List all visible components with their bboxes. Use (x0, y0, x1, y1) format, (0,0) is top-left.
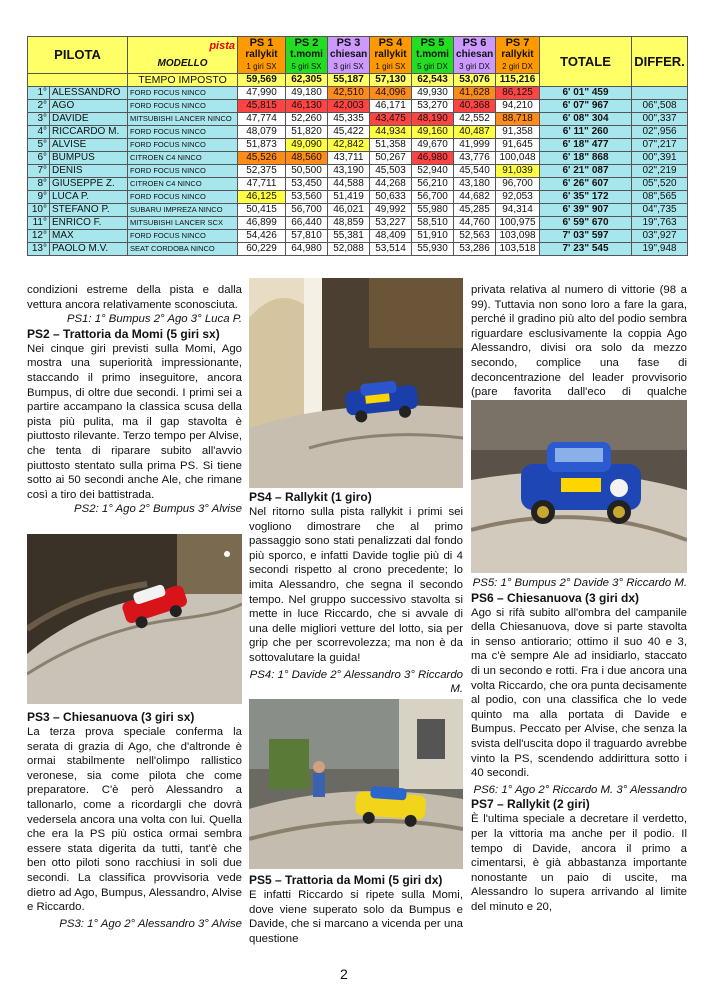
stage-laps: 3 giri DX (459, 62, 490, 71)
photo-citroen-rally-car (27, 534, 242, 704)
stage-time-cell: 51,419 (328, 191, 370, 204)
table-row (28, 165, 688, 178)
stage-time-cell: 46,980 (412, 152, 454, 165)
stage-time-cell: 42,510 (328, 87, 370, 100)
stage-number: PS 4 (378, 37, 403, 49)
stage-time-cell: 47,711 (238, 178, 286, 191)
stage-track: chiesan (330, 49, 368, 60)
stage-time-cell: 41,628 (454, 87, 496, 100)
stage-track: chiesan (456, 49, 494, 60)
section-heading: PS4 – Rallykit (1 giro) (249, 490, 372, 504)
stage-time-cell: 57,810 (286, 230, 328, 243)
column-2-bottom (249, 873, 463, 946)
stage-time-cell: 43,190 (328, 165, 370, 178)
total-time-cell: 7' 23" 545 (540, 243, 632, 256)
stage-time-cell: 49,992 (370, 204, 412, 217)
stage-time-cell: 53,560 (286, 191, 328, 204)
stage-time-cell: 43,475 (370, 113, 412, 126)
gap-cell: 08",565 (632, 191, 688, 204)
table-header-row (28, 37, 688, 56)
column-3 (471, 283, 687, 414)
table-row (28, 113, 688, 126)
caption: PS2: 1° Ago 2° Bumpus 3° Alvise (74, 503, 242, 516)
total-time-cell: 6' 35" 172 (540, 191, 632, 204)
stage-header (412, 37, 454, 74)
table-row (28, 243, 688, 256)
stage-time-cell: 46,171 (370, 100, 412, 113)
stage-laps: 5 giri SX (291, 62, 322, 71)
position-cell: 2° (28, 100, 50, 113)
gap-cell: 00",337 (632, 113, 688, 126)
pilota-header: PILOTA (28, 37, 128, 74)
stage-time-cell: 51,820 (286, 126, 328, 139)
stage-number: PS 5 (420, 37, 445, 49)
tempo-value: 62,305 (286, 74, 328, 87)
stage-time-cell: 53,286 (454, 243, 496, 256)
paragraph: Nei cinque giri previsti sulla Momi, Ago mostra una superiorità impressionante, staccando il primo inseguitore, ancora Bumpus, di oltre due secondi. I primi sei a partire accampano la classica scusa della pista più pulita, ma il gap stavolta è piuttosto rilevante. Terzo tempo per Alvise, che tenta di riparare subito all'avvio piuttosto stentato sulla prima PS. Si tiene sotto ai 50 secondi anche Ale, che rimane così a tiro dei battistrada. (27, 342, 242, 501)
position-cell: 1° (28, 87, 50, 100)
stage-time-cell: 52,375 (238, 165, 286, 178)
gap-cell: 00",391 (632, 152, 688, 165)
car-model-cell: FORD FOCUS NINCO (128, 139, 238, 152)
car-model-cell: MITSUBISHI LANCER NINCO (128, 113, 238, 126)
pilot-name-cell: BUMPUS (50, 152, 128, 165)
stage-number: PS 6 (462, 37, 487, 49)
tempo-value: 57,130 (370, 74, 412, 87)
stage-time-cell: 45,540 (454, 165, 496, 178)
position-cell: 12° (28, 230, 50, 243)
caption: PS6: 1° Ago 2° Riccardo M. 3° Alessandro (473, 783, 687, 796)
table-row (28, 139, 688, 152)
tempo-value: 59,569 (238, 74, 286, 87)
stage-header (238, 37, 286, 74)
stage-time-cell: 40,487 (454, 126, 496, 139)
stage-time-cell: 53,270 (412, 100, 454, 113)
stage-laps: 2 giri DX (502, 62, 533, 71)
car-model-cell: FORD FOCUS NINCO (128, 191, 238, 204)
car-model-cell: FORD FOCUS NINCO (128, 230, 238, 243)
stage-time-cell: 43,180 (454, 178, 496, 191)
table-row (28, 217, 688, 230)
paragraph: La terza prova speciale conferma la serata di grazia di Ago, che d'altronde è ormai stabilmente nell'olimpo rallistico veronese, sia come pilota che come preparatore. C'è però Alessandro a tallonarlo, come a ricordargli che dovrà vedersela ancora una volta con lui. Quella che era la PS più ostica ormai sembra essere stata digerita da tutti, tant'è che ben otto piloti sono racchiusi in soli due secondi. La classifica provvisoria vede dietro ad Ago, Bumpus, Alessandro, Alvise e Riccardo. (27, 726, 242, 914)
photo-subaru-rally-car (249, 278, 463, 488)
stage-time-cell: 56,700 (286, 204, 328, 217)
stage-time-cell: 55,930 (412, 243, 454, 256)
photo-seat-rally-car (249, 699, 463, 869)
stage-number: PS 3 (336, 37, 361, 49)
stage-time-cell: 100,048 (496, 152, 540, 165)
stage-time-cell: 49,090 (286, 139, 328, 152)
stage-time-cell: 50,633 (370, 191, 412, 204)
position-cell: 4° (28, 126, 50, 139)
tempo-label: TEMPO IMPOSTO (128, 74, 238, 87)
stage-laps: 3 giri SX (333, 62, 364, 71)
gap-cell: 03",927 (632, 230, 688, 243)
stage-time-cell: 45,815 (238, 100, 286, 113)
stage-time-cell: 44,588 (328, 178, 370, 191)
pilot-name-cell: DAVIDE (50, 113, 128, 126)
stage-number: PS 2 (294, 37, 319, 49)
stage-time-cell: 53,450 (286, 178, 328, 191)
caption: PS5: 1° Bumpus 2° Davide 3° Riccardo M. (472, 577, 687, 589)
position-cell: 9° (28, 191, 50, 204)
stage-time-cell: 64,980 (286, 243, 328, 256)
stage-time-cell: 45,422 (328, 126, 370, 139)
stage-time-cell: 48,560 (286, 152, 328, 165)
section-heading: PS2 – Trattoria da Momi (5 giri sx) (27, 326, 220, 341)
section-heading: PS3 – Chiesanuova (3 giri sx) (27, 710, 195, 724)
gap-cell: 06",508 (632, 100, 688, 113)
stage-time-cell: 47,990 (238, 87, 286, 100)
gap-cell: 19",948 (632, 243, 688, 256)
stage-time-cell: 41,999 (454, 139, 496, 152)
table-row (28, 204, 688, 217)
stage-time-cell: 51,358 (370, 139, 412, 152)
stage-number: PS 7 (505, 37, 530, 49)
car-model-cell: SUBARU IMPREZA NINCO (128, 204, 238, 217)
pilot-name-cell: ALVISE (50, 139, 128, 152)
total-time-cell: 6' 26" 607 (540, 178, 632, 191)
stage-time-cell: 50,415 (238, 204, 286, 217)
stage-time-cell: 44,096 (370, 87, 412, 100)
position-cell: 10° (28, 204, 50, 217)
table-row (28, 100, 688, 113)
stage-time-cell: 48,409 (370, 230, 412, 243)
tempo-value: 115,216 (496, 74, 540, 87)
total-time-cell: 6' 39" 907 (540, 204, 632, 217)
tempo-value: 62,543 (412, 74, 454, 87)
stage-time-cell: 52,088 (328, 243, 370, 256)
position-cell: 11° (28, 217, 50, 230)
total-time-cell: 6' 21" 087 (540, 165, 632, 178)
pilot-name-cell: LUCA P. (50, 191, 128, 204)
gap-cell: 05",520 (632, 178, 688, 191)
stage-track: rallykit (374, 49, 407, 60)
pilot-name-cell: ALESSANDRO (50, 87, 128, 100)
results-table (27, 36, 688, 256)
pilot-name-cell: STEFANO P. (50, 204, 128, 217)
car-model-cell: FORD FOCUS NINCO (128, 165, 238, 178)
table-row (28, 191, 688, 204)
stage-time-cell: 40,368 (454, 100, 496, 113)
stage-time-cell: 43,711 (328, 152, 370, 165)
stage-time-cell: 48,079 (238, 126, 286, 139)
stage-time-cell: 48,190 (412, 113, 454, 126)
position-cell: 7° (28, 165, 50, 178)
table-row (28, 230, 688, 243)
column-3-bottom (471, 576, 687, 914)
stage-track: rallykit (245, 49, 278, 60)
stage-time-cell: 44,760 (454, 217, 496, 230)
stage-time-cell: 49,670 (412, 139, 454, 152)
stage-time-cell: 42,842 (328, 139, 370, 152)
stage-time-cell: 46,021 (328, 204, 370, 217)
stage-time-cell: 91,645 (496, 139, 540, 152)
modello-header: MODELLO (128, 55, 238, 74)
car-model-cell: MITSUBISHI LANCER SCX (128, 217, 238, 230)
stage-time-cell: 46,125 (238, 191, 286, 204)
section-heading: PS5 – Trattoria da Momi (5 giri dx) (249, 873, 443, 887)
stage-time-cell: 53,514 (370, 243, 412, 256)
stage-time-cell: 50,267 (370, 152, 412, 165)
total-time-cell: 6' 59" 670 (540, 217, 632, 230)
paragraph: È l'ultima speciale a decretare il verdetto, per la vittoria ma anche per il podio. Il tempo di Davide, ancora il primo a cimentarsi, è già abbastanza importante nonostante un paio di uscite, ma Alessandro lo supera arrivando al limite del minuto e 20, (471, 813, 687, 913)
stage-time-cell: 49,160 (412, 126, 454, 139)
table-row (28, 152, 688, 165)
stage-header (370, 37, 412, 74)
position-cell: 8° (28, 178, 50, 191)
table-row (28, 87, 688, 100)
stage-time-cell: 91,358 (496, 126, 540, 139)
tempo-value: 53,076 (454, 74, 496, 87)
car-model-cell: FORD FOCUS NINCO (128, 100, 238, 113)
stage-time-cell: 88,718 (496, 113, 540, 126)
differ-header: DIFFER. (632, 37, 688, 87)
pilot-name-cell: PAOLO M.V. (50, 243, 128, 256)
stage-time-cell: 46,130 (286, 100, 328, 113)
stage-time-cell: 49,180 (286, 87, 328, 100)
totale-header: TOTALE (540, 37, 632, 87)
stage-time-cell: 50,500 (286, 165, 328, 178)
car-model-cell: SEAT CORDOBA NINCO (128, 243, 238, 256)
pilot-name-cell: DENIS (50, 165, 128, 178)
gap-cell: 02",219 (632, 165, 688, 178)
photo-subaru-closeup (471, 400, 687, 573)
stage-number: PS 1 (249, 37, 274, 49)
stage-track: t.momi (416, 49, 449, 60)
paragraph: Nel ritorno sulla pista rallykit i primi sei vogliono dimostrare che al primo passaggio sono stati penalizzati dal fondo più sporco, e infatti Davide toglie più di 4 secondi rispetto al crono precedente; lo imita Alessandro, che segna il secondo tempo. Nel gruppo successivo stavolta si mette in luce Riccardo, che si avvale di una delle migliori vetture del lotto, sia per grip che per scorrevolezza; ma non è da sottovalutare la guida! (249, 506, 463, 664)
caption: PS3: 1° Ago 2° Alessandro 3° Alvise (59, 917, 242, 930)
pilot-name-cell: RICCARDO M. (50, 126, 128, 139)
stage-time-cell: 42,552 (454, 113, 496, 126)
stage-time-cell: 47,774 (238, 113, 286, 126)
stage-time-cell: 103,518 (496, 243, 540, 256)
stage-time-cell: 94,314 (496, 204, 540, 217)
stage-time-cell: 96,700 (496, 178, 540, 191)
caption: PS1: 1° Bumpus 2° Ago 3° Luca P. (66, 313, 242, 326)
stage-time-cell: 43,776 (454, 152, 496, 165)
pilot-name-cell: AGO (50, 100, 128, 113)
stage-time-cell: 91,039 (496, 165, 540, 178)
table-row (28, 178, 688, 191)
stage-time-cell: 52,563 (454, 230, 496, 243)
stage-time-cell: 52,940 (412, 165, 454, 178)
car-model-cell: FORD FOCUS NINCO (128, 87, 238, 100)
paragraph: Ago si rifà subito all'ombra del campanile della Chiesanuova, dove si parte stavolta in senso antiorario; ottimo il suo 40 e 3, ma c'è sempre Ale ad insidiarlo, staccato di un secondo e rotti. Fra i due ancora una volta Riccardo, che ora punta decisamente al podio, con una classifica che lo vede quinto ma alla portata di Davide e Bumpus. Peccato per Alvise, che senza la svista dell'uscita dopo il traguardo avrebbe vinto la PS, scendendo addirittura sotto i 40 secondi. (471, 606, 687, 780)
stage-time-cell: 44,682 (454, 191, 496, 204)
section-heading: PS6 – Chiesanuova (3 giri dx) (471, 590, 640, 605)
stage-time-cell: 51,873 (238, 139, 286, 152)
car-model-cell: CITROEN C4 NINCO (128, 178, 238, 191)
stage-time-cell: 58,510 (412, 217, 454, 230)
stage-time-cell: 46,899 (238, 217, 286, 230)
total-time-cell: 7' 03" 597 (540, 230, 632, 243)
stage-time-cell: 53,227 (370, 217, 412, 230)
stage-time-cell: 45,503 (370, 165, 412, 178)
position-cell: 6° (28, 152, 50, 165)
column-1-bottom (27, 708, 242, 931)
pilot-name-cell: ENRICO F. (50, 217, 128, 230)
gap-cell: 02",956 (632, 126, 688, 139)
stage-time-cell: 42,003 (328, 100, 370, 113)
stage-track: t.momi (290, 49, 323, 60)
stage-time-cell: 52,260 (286, 113, 328, 126)
stage-time-cell: 45,335 (328, 113, 370, 126)
stage-time-cell: 45,285 (454, 204, 496, 217)
stage-time-cell: 49,930 (412, 87, 454, 100)
car-model-cell: FORD FOCUS NINCO (128, 126, 238, 139)
paragraph: privata relativa al numero di vittorie (98 a 99). Tuttavia non sono loro a fare la gara, perché il gradino più alto del podio sembra riguardare esclusivamente la coppia Ago Alessandro, divisi ora solo da mezzo secondo, complice una fase di deconcentrazione del leader provvisorio (pare favorita dall'eco di qualche (471, 284, 687, 399)
caption: PS4: 1° Davide 2° Alessandro 3° Riccardo M. (249, 668, 463, 696)
pilot-name-cell: GIUSEPPE Z. (50, 178, 128, 191)
stage-time-cell: 66,440 (286, 217, 328, 230)
stage-time-cell: 100,975 (496, 217, 540, 230)
stage-time-cell: 45,526 (238, 152, 286, 165)
gap-cell: 19",763 (632, 217, 688, 230)
total-time-cell: 6' 07" 967 (540, 100, 632, 113)
stage-time-cell: 55,980 (412, 204, 454, 217)
position-cell: 5° (28, 139, 50, 152)
stage-time-cell: 56,210 (412, 178, 454, 191)
page-number: 2 (340, 966, 348, 982)
gap-cell: 07",217 (632, 139, 688, 152)
stage-time-cell: 48,859 (328, 217, 370, 230)
stage-header (496, 37, 540, 74)
paragraph: condizioni estreme della pista e dalla vettura ancora relativamente sconosciuta. (27, 284, 242, 311)
stage-header (328, 37, 370, 74)
stage-laps: 1 giri SX (246, 62, 277, 71)
column-1 (27, 283, 242, 517)
stage-laps: 1 giri SX (375, 62, 406, 71)
stage-time-cell: 103,098 (496, 230, 540, 243)
column-2 (249, 490, 463, 697)
gap-cell: 04",735 (632, 204, 688, 217)
stage-time-cell: 56,700 (412, 191, 454, 204)
stage-time-cell: 44,934 (370, 126, 412, 139)
car-model-cell: CITROEN C4 NINCO (128, 152, 238, 165)
tempo-value: 55,187 (328, 74, 370, 87)
paragraph: E infatti Riccardo si ripete sulla Momi, dove viene superato solo da Bumpus e Davide, che si marcano a vicenda per una questione (249, 889, 463, 945)
position-cell: 13° (28, 243, 50, 256)
stage-time-cell: 94,210 (496, 100, 540, 113)
position-cell: 3° (28, 113, 50, 126)
stage-time-cell: 55,381 (328, 230, 370, 243)
stage-header (286, 37, 328, 74)
stage-time-cell: 44,268 (370, 178, 412, 191)
stage-track: rallykit (501, 49, 534, 60)
stage-header (454, 37, 496, 74)
stage-time-cell: 51,910 (412, 230, 454, 243)
stage-time-cell: 86,125 (496, 87, 540, 100)
total-time-cell: 6' 18" 868 (540, 152, 632, 165)
stage-time-cell: 60,229 (238, 243, 286, 256)
stage-laps: 5 giri DX (417, 62, 448, 71)
total-time-cell: 6' 18" 477 (540, 139, 632, 152)
table-row (28, 126, 688, 139)
pista-header: pista (128, 37, 238, 56)
gap-cell (632, 87, 688, 100)
total-time-cell: 6' 01" 459 (540, 87, 632, 100)
pilot-name-cell: MAX (50, 230, 128, 243)
total-time-cell: 6' 08" 304 (540, 113, 632, 126)
section-heading: PS7 – Rallykit (2 giri) (471, 797, 590, 812)
total-time-cell: 6' 11" 260 (540, 126, 632, 139)
stage-time-cell: 92,053 (496, 191, 540, 204)
stage-time-cell: 54,426 (238, 230, 286, 243)
